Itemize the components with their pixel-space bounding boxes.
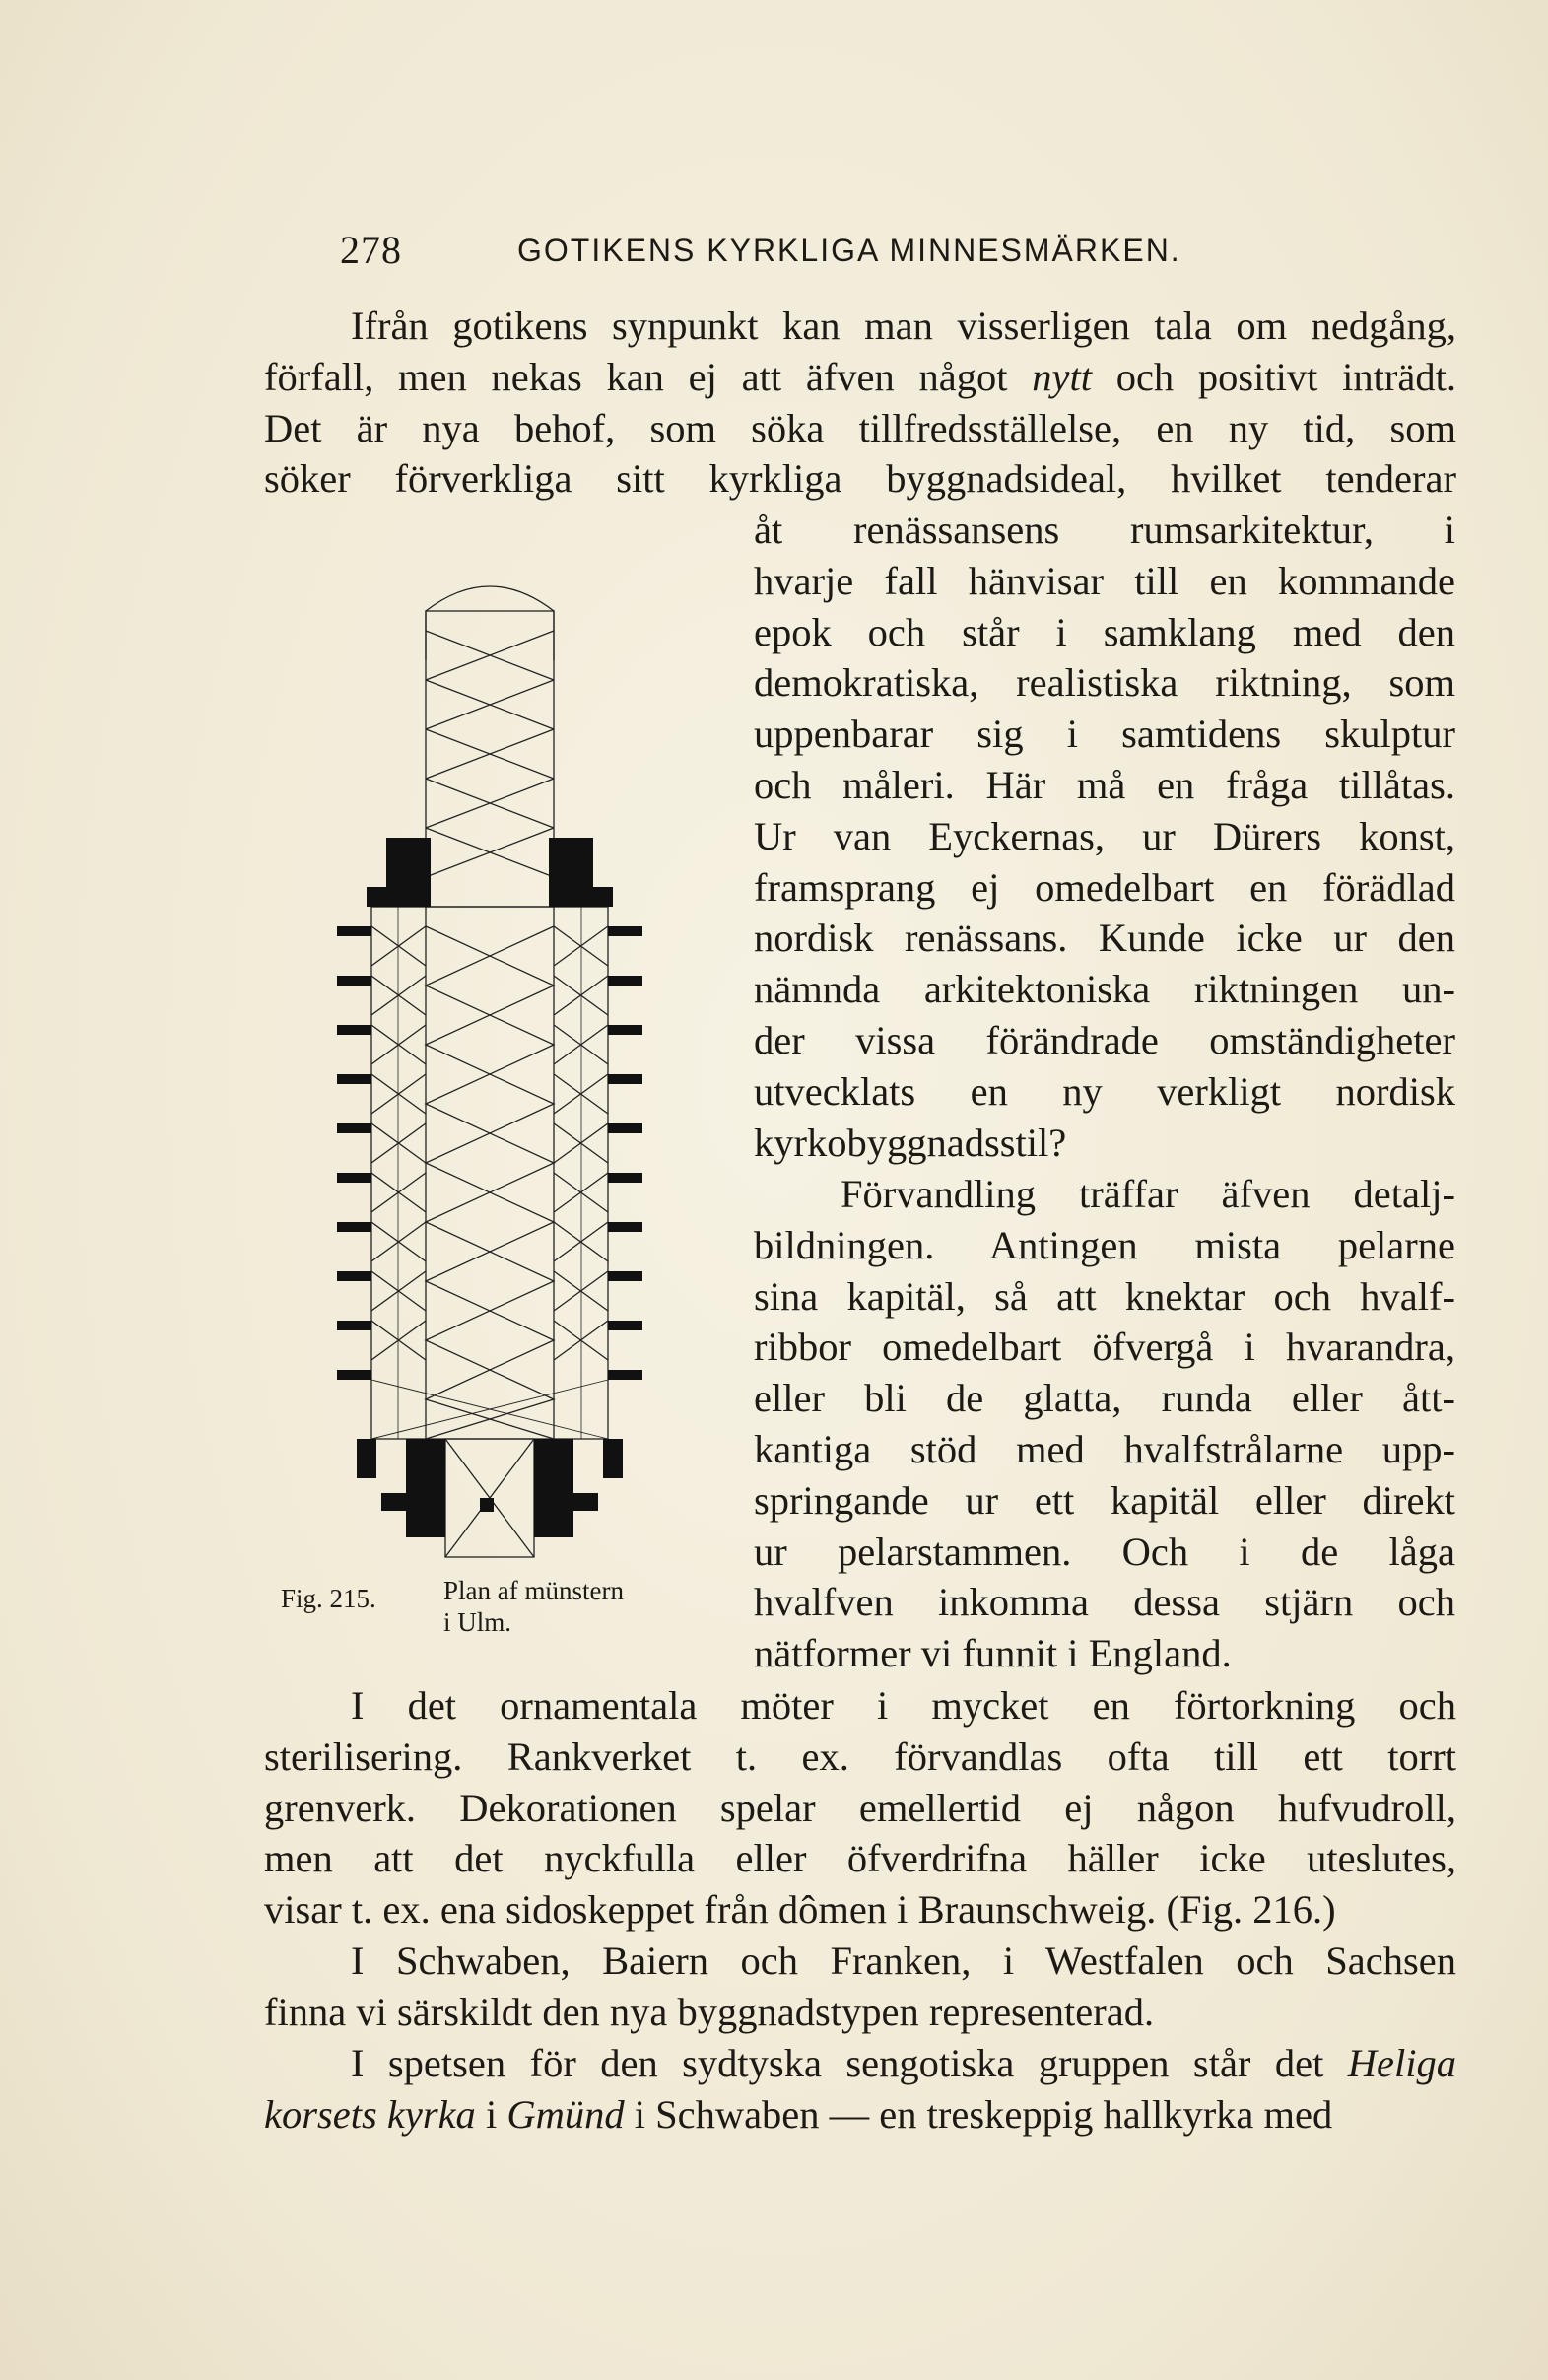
text-line: hvalfven inkomma dessa stjärn och [754, 1580, 1455, 1625]
text-line: Det är nya behof, som söka tillfredsställelse, en ny tid, som [264, 405, 1456, 450]
text-line: finna vi särskildt den nya byggnadstypen representerad. [264, 1989, 1155, 2034]
text-line: bildningen. Antingen mista pelarne [754, 1222, 1455, 1267]
text-line: Förvandling träffar äfven detalj- [841, 1172, 1455, 1216]
text-line: I det ornamentala möter i mycket en förtorkning och [351, 1683, 1456, 1728]
text-line: söker förverkliga sitt kyrkliga byggnadsideal, hvilket tenderar [264, 456, 1456, 502]
text-line: nämnda arkitektoniska riktningen un- [754, 967, 1455, 1012]
nave-walls [371, 907, 608, 1439]
text-line: men att det nyckfulla eller öfverdrifna häller icke uteslutes, [264, 1836, 1456, 1881]
paragraph-4 [264, 1936, 1456, 2038]
floor-plan-figure [278, 572, 702, 1567]
text-line: sterilisering. Rankverket t. ex. förvandlas ofta till ett torrt [264, 1734, 1456, 1779]
figure-number: Fig. 215. [281, 1584, 376, 1613]
text-line: epok och står i samklang med den [754, 609, 1455, 654]
text-line: framsprang ej omedelbart en förädlad [754, 864, 1455, 910]
figure-caption-text: Plan af münstern i Ulm. [443, 1576, 624, 1637]
paragraph-1-full [264, 301, 1456, 505]
text-line: utvecklats en ny verkligt nordisk [754, 1068, 1455, 1114]
text-line: ur pelarstammen. Och i de låga [754, 1529, 1455, 1574]
choir-apse [426, 586, 554, 660]
text-line: kyrkobyggnadsstil? [754, 1120, 1067, 1165]
text-line: korsets kyrka i Gmünd i Schwaben — en treskeppig hallkyrka med [264, 2091, 1333, 2137]
text-line: ribbor omedelbart öfvergå i hvarandra, [754, 1325, 1455, 1370]
text-line: kantiga stöd med hvalfstrålarne upp- [754, 1426, 1455, 1471]
text-line: Ifrån gotikens synpunkt kan man visserligen tala om nedgång, [351, 304, 1456, 348]
text-line: uppenbarar sig i samtidens skulptur [754, 712, 1455, 757]
text-line: åt renässansens rumsarkitektur, i [754, 508, 1455, 552]
text-line: nordisk renässans. Kunde icke ur den [754, 916, 1455, 961]
paragraph-1-column [754, 505, 1455, 1168]
page-header [340, 227, 1463, 286]
text-line: hvarje fall hänvisar till en kommande [754, 558, 1455, 603]
text-line: Ur van Eyckernas, ur Dürers konst, [754, 813, 1455, 858]
text-line: eller bli de glatta, runda eller ått- [754, 1376, 1455, 1421]
church-floor-plan-icon [278, 572, 702, 1567]
text-line: springande ur ett kapitäl eller direkt [754, 1477, 1455, 1523]
paragraph-2-column [754, 1169, 1455, 1679]
running-title: GOTIKENS KYRKLIGA MINNESMÄRKEN. [517, 233, 1181, 268]
text-line: visar t. ex. ena sidoskeppet från dômen i Braunschweig. (Fig. 216.) [264, 1887, 1336, 1933]
text-line: I spetsen för den sydtyska sengotiska gruppen står det Heliga [351, 2041, 1456, 2085]
text-line: förfall, men nekas kan ej att äfven något nytt och positivt inträdt. [264, 354, 1457, 399]
paragraph-5 [264, 2038, 1456, 2141]
text-line: grenverk. Dekorationen spelar emellertid ej någon hufvudroll, [264, 1785, 1456, 1830]
page-number: 278 [340, 228, 402, 272]
text-line: sina kapitäl, så att knektar och hvalf- [754, 1273, 1455, 1319]
text-line: I Schwaben, Baiern och Franken, i Westfalen och Sachsen [351, 1938, 1456, 1983]
text-line: och måleri. Här må en fråga tillåtas. [754, 762, 1455, 807]
text-line: nätformer vi funnit i England. [754, 1631, 1232, 1676]
text-line: der vissa förändrade omständigheter [754, 1017, 1455, 1062]
text-line: demokratiska, realistiska riktning, som [754, 660, 1455, 706]
paragraph-3 [264, 1680, 1456, 1936]
